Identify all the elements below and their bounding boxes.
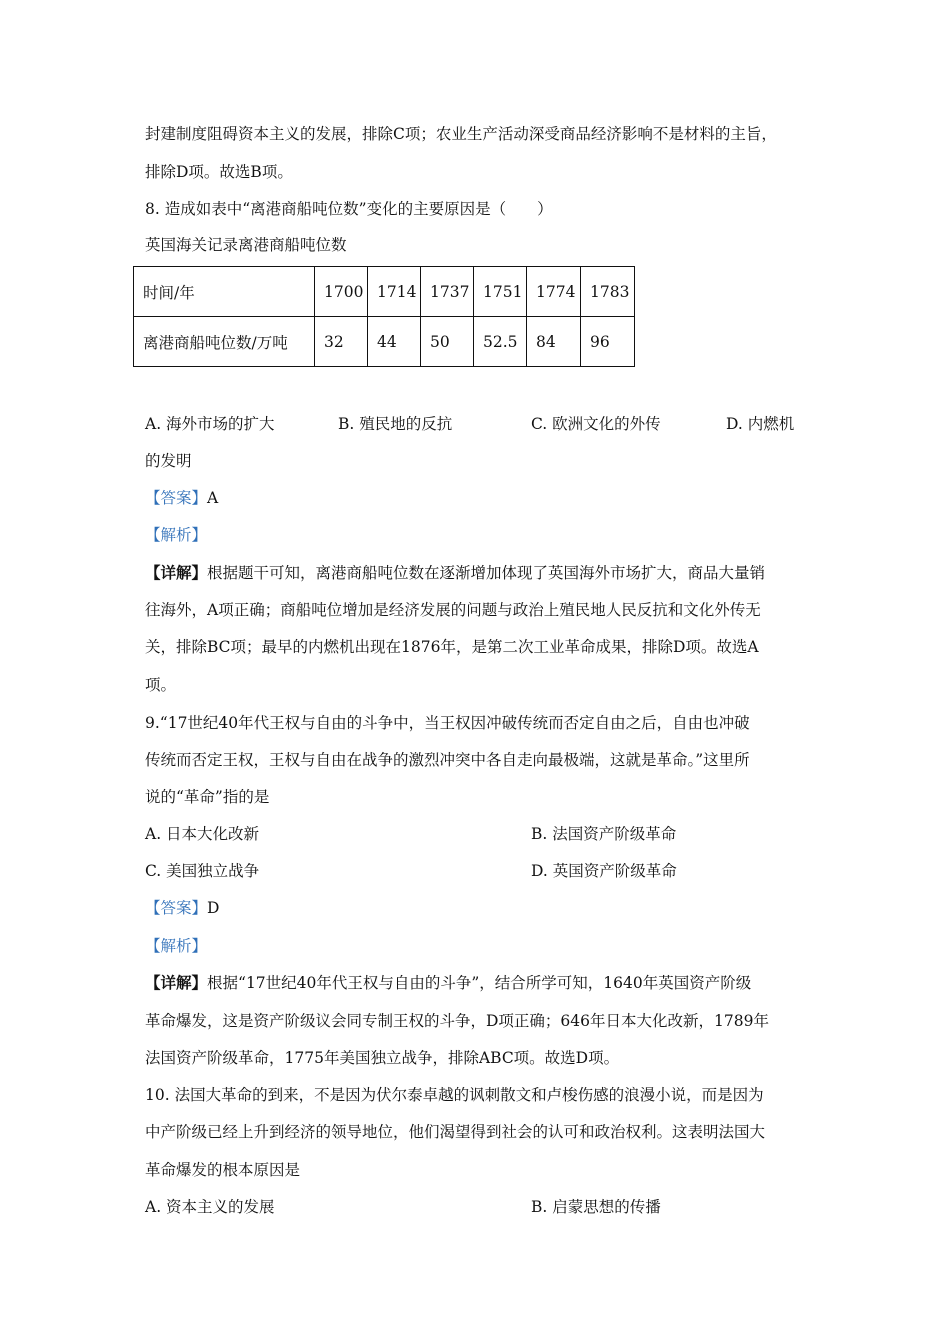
question-9-stem-line-2: 传统而否定王权，王权与自由在战争的激烈冲突中各自走向最极端，这就是革命。”这里所 xyxy=(145,751,750,769)
q8-analysis-label: 【解析】 xyxy=(145,526,208,544)
table-cell: 1737 xyxy=(421,267,474,317)
detail-label: 【详解】 xyxy=(145,973,208,992)
table-cell: 44 xyxy=(368,317,421,367)
prev-explanation-line-2: 排除D项。故选B项。 xyxy=(145,163,293,181)
question-8-stem: 8. 造成如表中“离港商船吨位数”变化的主要原因是（ ） xyxy=(145,200,553,218)
table-cell: 1714 xyxy=(368,267,421,317)
q9-option-a: A. 日本大化改新 xyxy=(145,825,260,843)
q9-analysis-label: 【解析】 xyxy=(145,937,208,955)
q9-option-d: D. 英国资产阶级革命 xyxy=(531,862,677,880)
table-cell: 1751 xyxy=(474,267,527,317)
table-cell: 52.5 xyxy=(474,317,527,367)
q8-option-d: D. 内燃机 xyxy=(726,415,795,433)
table-cell: 96 xyxy=(581,317,635,367)
table-row xyxy=(134,267,635,317)
tonnage-table xyxy=(133,266,635,367)
q9-option-b: B. 法国资产阶级革命 xyxy=(531,825,677,843)
table-row xyxy=(134,317,635,367)
q10-option-a: A. 资本主义的发展 xyxy=(145,1198,275,1216)
table-cell: 时间/年 xyxy=(134,267,315,317)
table-cell: 1783 xyxy=(581,267,635,317)
q8-detail-line-1 xyxy=(145,563,765,583)
q9-option-c: C. 美国独立战争 xyxy=(145,862,260,880)
table-cell: 84 xyxy=(527,317,581,367)
table-cell: 1700 xyxy=(315,267,368,317)
answer-value: A xyxy=(207,489,219,507)
q8-detail-line-3: 关，排除BC项；最早的内燃机出现在1876年，是第二次工业革命成果，排除D项。故选A xyxy=(145,638,759,656)
question-9-stem-line-3: 说的“革命”指的是 xyxy=(145,788,270,806)
q9-answer xyxy=(145,898,219,918)
question-10-stem-line-3: 革命爆发的根本原因是 xyxy=(145,1161,301,1179)
q8-option-a: A. 海外市场的扩大 xyxy=(145,415,275,433)
q9-detail-line-2: 革命爆发，这是资产阶级议会同专制王权的斗争，D项正确；646年日本大化改新，1789年 xyxy=(145,1012,769,1030)
q8-option-c: C. 欧洲文化的外传 xyxy=(531,415,661,433)
question-10-stem-line-1: 10. 法国大革命的到来，不是因为伏尔泰卓越的讽刺散文和卢梭伤感的浪漫小说，而是因为 xyxy=(145,1086,764,1104)
table-cell: 50 xyxy=(421,317,474,367)
q8-option-d-continuation: 的发明 xyxy=(145,452,192,470)
q9-detail-line-3: 法国资产阶级革命，1775年美国独立战争，排除ABC项。故选D项。 xyxy=(145,1049,620,1067)
q10-option-b: B. 启蒙思想的传播 xyxy=(531,1198,661,1216)
answer-label: 【答案】 xyxy=(145,899,208,917)
table-cell: 离港商船吨位数/万吨 xyxy=(134,317,315,367)
answer-value: D xyxy=(207,899,220,917)
q8-detail-line-4: 项。 xyxy=(145,676,177,694)
detail-text: 根据“17世纪40年代王权与自由的斗争”，结合所学可知，1640年英国资产阶级 xyxy=(207,974,752,992)
q8-option-b: B. 殖民地的反抗 xyxy=(338,415,453,433)
q8-answer xyxy=(145,488,218,508)
prev-explanation-line-1: 封建制度阻碍资本主义的发展，排除C项；农业生产活动深受商品经济影响不是材料的主旨， xyxy=(145,125,777,143)
detail-text: 根据题干可知，离港商船吨位数在逐渐增加体现了英国海外市场扩大，商品大量销 xyxy=(207,564,766,582)
table-cell: 1774 xyxy=(527,267,581,317)
table-cell: 32 xyxy=(315,317,368,367)
table-caption: 英国海关记录离港商船吨位数 xyxy=(145,236,347,254)
question-9-stem-line-1: 9.“17世纪40年代王权与自由的斗争中，当王权因冲破传统而否定自由之后，自由也冲破 xyxy=(145,714,750,732)
q8-detail-line-2: 往海外，A项正确；商船吨位增加是经济发展的问题与政治上殖民地人民反抗和文化外传无 xyxy=(145,601,761,619)
q9-detail-line-1 xyxy=(145,973,751,993)
detail-label: 【详解】 xyxy=(145,563,208,582)
question-10-stem-line-2: 中产阶级已经上升到经济的领导地位，他们渴望得到社会的认可和政治权利。这表明法国大 xyxy=(145,1123,766,1141)
answer-label: 【答案】 xyxy=(145,489,208,507)
